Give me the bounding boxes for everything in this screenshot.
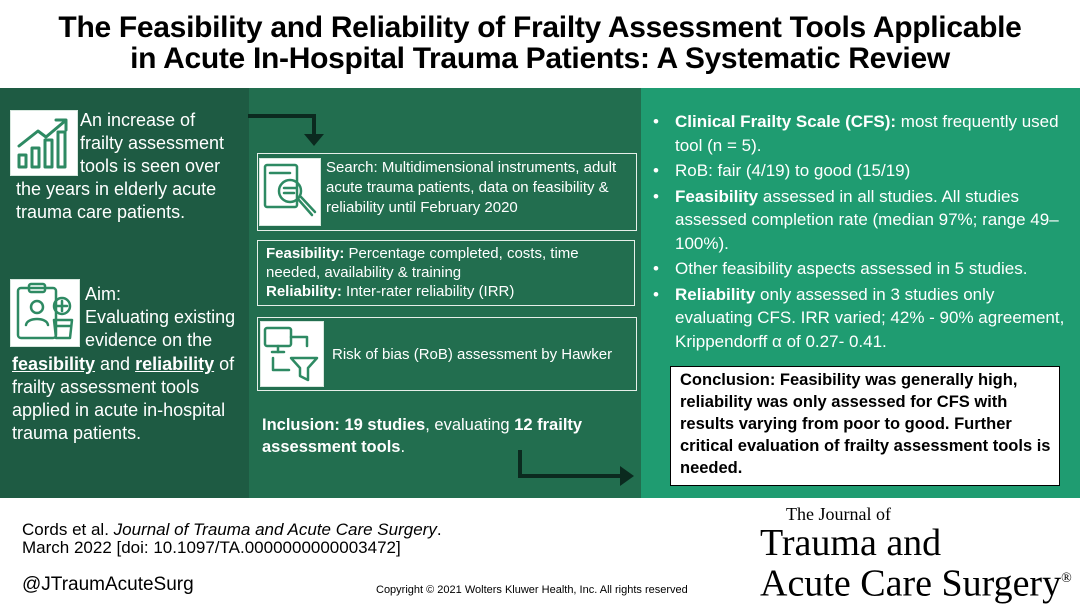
citation-authors: Cords et al.: [22, 520, 114, 539]
inclusion-end: .: [400, 438, 406, 456]
feasibility-definition: [266, 244, 626, 282]
results-reliability-text: only assessed in 3 studies only evaluating CFS. IRR varied; 42% - 90% agreement, Krippendorff α of 0.27- 0.41.: [675, 284, 1070, 351]
intro-line: frailty assessment: [80, 133, 225, 153]
inclusion-tools: 12 frailty assessment tools: [262, 416, 583, 456]
title-banner: [0, 0, 1080, 88]
results-cfs-label: Clinical Frailty Scale (CFS):: [675, 112, 897, 131]
intro-line: trauma care patients.: [16, 202, 186, 222]
aim-and: and: [95, 354, 136, 374]
inclusion-count: Inclusion: 19 studies: [262, 416, 426, 434]
copyright: Copyright © 2021 Wolters Kluwer Health, Inc. All rights reserved: [376, 584, 688, 596]
results-cfs-text: most frequently used tool (n = 5).: [675, 112, 1064, 155]
intro-line: tools is seen over: [80, 156, 221, 176]
bullet-dot: •: [653, 186, 659, 206]
search-text: Search: Multidimensional instruments, adult acute trauma patients, data on feasibility & reliability until February 2020: [326, 159, 617, 216]
bullet-dot: •: [653, 161, 659, 180]
registered-mark: ®: [1061, 571, 1072, 586]
arrow-icon: [246, 104, 336, 152]
results-item-other: [647, 257, 1067, 281]
journal-logo-line-1: Trauma and: [760, 522, 942, 564]
aim-line: applied in acute in-hospital: [12, 400, 226, 420]
monitor-filter-icon: [260, 321, 324, 387]
results-item-feasibility: [647, 185, 1067, 256]
aim-line: Evaluating existing: [85, 307, 236, 327]
journal-logo-name: Acute Care Surgery: [760, 562, 1062, 605]
measures-box: [257, 240, 635, 306]
results-list: [647, 110, 1070, 355]
reliability-text: Inter-rater reliability (IRR): [341, 283, 515, 300]
aim-text: [85, 306, 250, 352]
citation-end: .: [436, 520, 442, 539]
feasibility-label: Feasibility:: [266, 245, 345, 262]
results-other-text: Other feasibility aspects assessed in 5 studies.: [675, 259, 1028, 278]
citation: [22, 521, 522, 557]
results-item-reliability: [647, 283, 1070, 354]
bullet-dot: •: [653, 284, 659, 304]
twitter-handle: @JTraumAcuteSurg: [22, 574, 194, 595]
results-feasibility-text: assessed in all studies. All studies assessed completion rate (median 97%; range 49–100%).: [675, 186, 1059, 253]
aim-line: frailty assessment tools: [12, 377, 200, 397]
bullet-dot: •: [653, 259, 659, 278]
results-item-rob: [647, 159, 1067, 183]
citation-line-1: [22, 521, 522, 539]
reliability-label: Reliability:: [266, 283, 342, 300]
inclusion-connector: , evaluating: [425, 416, 515, 434]
inclusion-text: [262, 414, 632, 458]
title-line-1: The Feasibility and Reliability of Frailty Assessment Tools Applicable: [58, 11, 1022, 44]
conclusion-box: Conclusion: Feasibility was generally high, reliability was only assessed for CFS with results varying from poor to good. Further critical evaluation of frailty assessment tools is needed.: [670, 366, 1060, 486]
reliability-definition: [266, 282, 626, 301]
results-reliability-label: Reliability: [675, 284, 756, 304]
journal-logo-small: The Journal of: [786, 504, 891, 524]
aim-line: evidence on the: [85, 330, 213, 350]
aim-line: trauma patients.: [12, 423, 142, 443]
rob-text: Risk of bias (RoB) assessment by Hawker: [332, 346, 613, 363]
aim-of: of: [214, 354, 235, 374]
journal-logo-line-2: [760, 559, 1072, 604]
citation-line-2: March 2022 [doi: 10.1097/TA.0000000000003472]: [22, 538, 401, 557]
intro-line: the years in elderly acute: [16, 179, 217, 199]
intro-text: [80, 109, 250, 178]
clipboard-doctor-icon: [10, 279, 80, 347]
citation-journal: Journal of Trauma and Acute Care Surgery: [113, 520, 437, 539]
feasibility-text: Percentage completed, costs, time needed, availability & training: [266, 245, 583, 281]
aim-keywords-line: [12, 353, 248, 376]
intro-line: An increase of: [80, 110, 196, 130]
aim-text-wide: [12, 353, 248, 445]
magnifier-document-icon: [259, 158, 321, 226]
title-line-2: in Acute In-Hospital Trauma Patients: A Systematic Review: [130, 42, 950, 75]
results-rob-text: RoB: fair (4/19) to good (15/19): [675, 161, 911, 180]
growth-chart-icon: [10, 110, 78, 176]
aim-feasibility: feasibility: [12, 354, 96, 374]
results-feasibility-label: Feasibility: [675, 186, 759, 206]
bullet-dot: •: [653, 112, 659, 131]
results-item-cfs: [647, 110, 1067, 157]
aim-heading: Aim:: [85, 284, 121, 304]
intro-text-wide: [16, 178, 246, 224]
aim-reliability: reliability: [135, 354, 215, 374]
